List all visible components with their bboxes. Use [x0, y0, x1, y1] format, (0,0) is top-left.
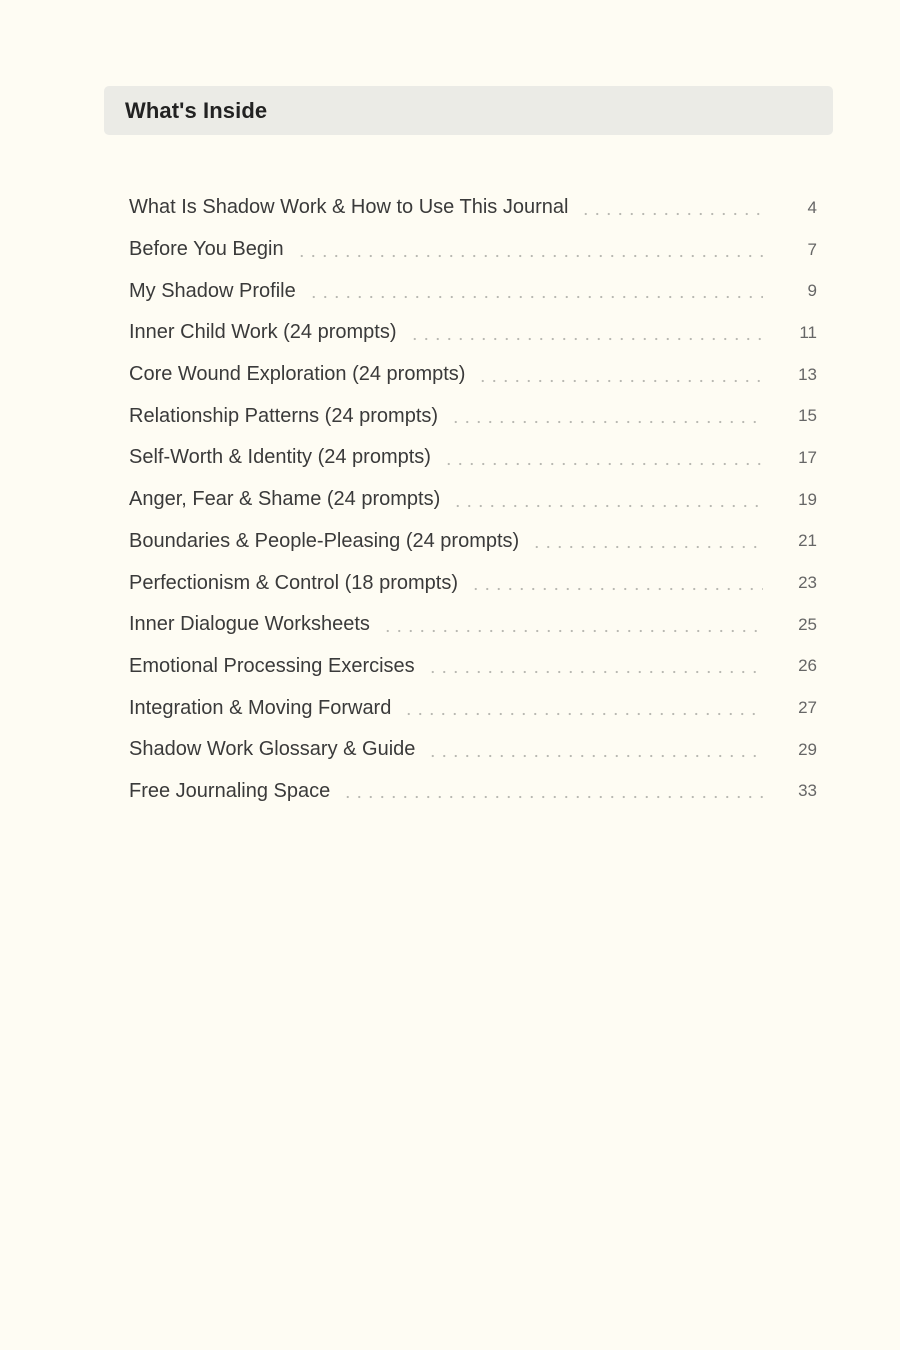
- table-of-contents: [129, 187, 817, 812]
- toc-entry[interactable]: [129, 395, 817, 437]
- toc-entry-title: Shadow Work Glossary & Guide: [129, 738, 416, 761]
- toc-entry[interactable]: [129, 729, 817, 771]
- toc-entry-page-number: 26: [798, 656, 817, 676]
- toc-entry-title: What Is Shadow Work & How to Use This Journal: [129, 196, 569, 219]
- toc-entry-title: Self-Worth & Identity (24 prompts): [129, 446, 431, 469]
- toc-entry[interactable]: [129, 604, 817, 646]
- toc-entry-page-number: 25: [798, 614, 817, 634]
- toc-entry-title: Integration & Moving Forward: [129, 696, 392, 719]
- dot-leader: [531, 531, 763, 551]
- toc-entry-title: Relationship Patterns (24 prompts): [129, 404, 439, 427]
- dot-leader: [450, 406, 763, 426]
- toc-entry[interactable]: [129, 270, 817, 312]
- toc-entry-title: Inner Child Work (24 prompts): [129, 321, 397, 344]
- toc-entry-page-number: 17: [798, 447, 817, 467]
- dot-leader: [342, 781, 763, 801]
- toc-entry[interactable]: [129, 687, 817, 729]
- toc-entry-page-number: 29: [798, 739, 817, 759]
- toc-entry[interactable]: [129, 187, 817, 229]
- toc-entry-page-number: 23: [798, 573, 817, 593]
- dot-leader: [308, 281, 763, 301]
- toc-entry-title: Before You Begin: [129, 238, 284, 261]
- toc-entry-title: My Shadow Profile: [129, 279, 296, 302]
- dot-leader: [409, 323, 764, 343]
- dot-leader: [452, 490, 763, 510]
- toc-entry-page-number: 7: [807, 239, 817, 259]
- dot-leader: [427, 740, 763, 760]
- toc-entry-page-number: 21: [798, 531, 817, 551]
- toc-entry[interactable]: [129, 354, 817, 396]
- dot-leader: [477, 365, 763, 385]
- dot-leader: [296, 240, 763, 260]
- toc-entry[interactable]: [129, 521, 817, 563]
- toc-entry-title: Boundaries & People-Pleasing (24 prompts): [129, 529, 520, 552]
- toc-entry-title: Emotional Processing Exercises: [129, 654, 415, 677]
- toc-entry-page-number: 11: [799, 322, 817, 342]
- toc-entry-page-number: 9: [807, 281, 817, 301]
- dot-leader: [443, 448, 763, 468]
- toc-entry[interactable]: [129, 771, 817, 813]
- toc-entry[interactable]: [129, 229, 817, 271]
- toc-entry-page-number: 15: [798, 406, 817, 426]
- toc-entry-page-number: 4: [807, 197, 817, 217]
- toc-entry-page-number: 33: [798, 781, 817, 801]
- toc-entry-title: Perfectionism & Control (18 prompts): [129, 571, 459, 594]
- toc-entry-title: Free Journaling Space: [129, 779, 331, 802]
- toc-entry[interactable]: [129, 312, 817, 354]
- dot-leader: [470, 573, 763, 593]
- toc-entry-title: Core Wound Exploration (24 prompts): [129, 363, 466, 386]
- toc-entry-title: Anger, Fear & Shame (24 prompts): [129, 488, 441, 511]
- toc-entry[interactable]: [129, 437, 817, 479]
- dot-leader: [382, 615, 763, 635]
- toc-entry-title: Inner Dialogue Worksheets: [129, 613, 370, 636]
- section-header: [104, 86, 833, 135]
- toc-entry[interactable]: [129, 479, 817, 521]
- toc-entry-page-number: 13: [798, 364, 817, 384]
- toc-entry-page-number: 19: [798, 489, 817, 509]
- section-title: What's Inside: [125, 97, 268, 123]
- toc-entry-page-number: 27: [798, 698, 817, 718]
- dot-leader: [403, 698, 763, 718]
- dot-leader: [427, 656, 763, 676]
- toc-entry[interactable]: [129, 646, 817, 688]
- toc-entry[interactable]: [129, 562, 817, 604]
- dot-leader: [580, 198, 763, 218]
